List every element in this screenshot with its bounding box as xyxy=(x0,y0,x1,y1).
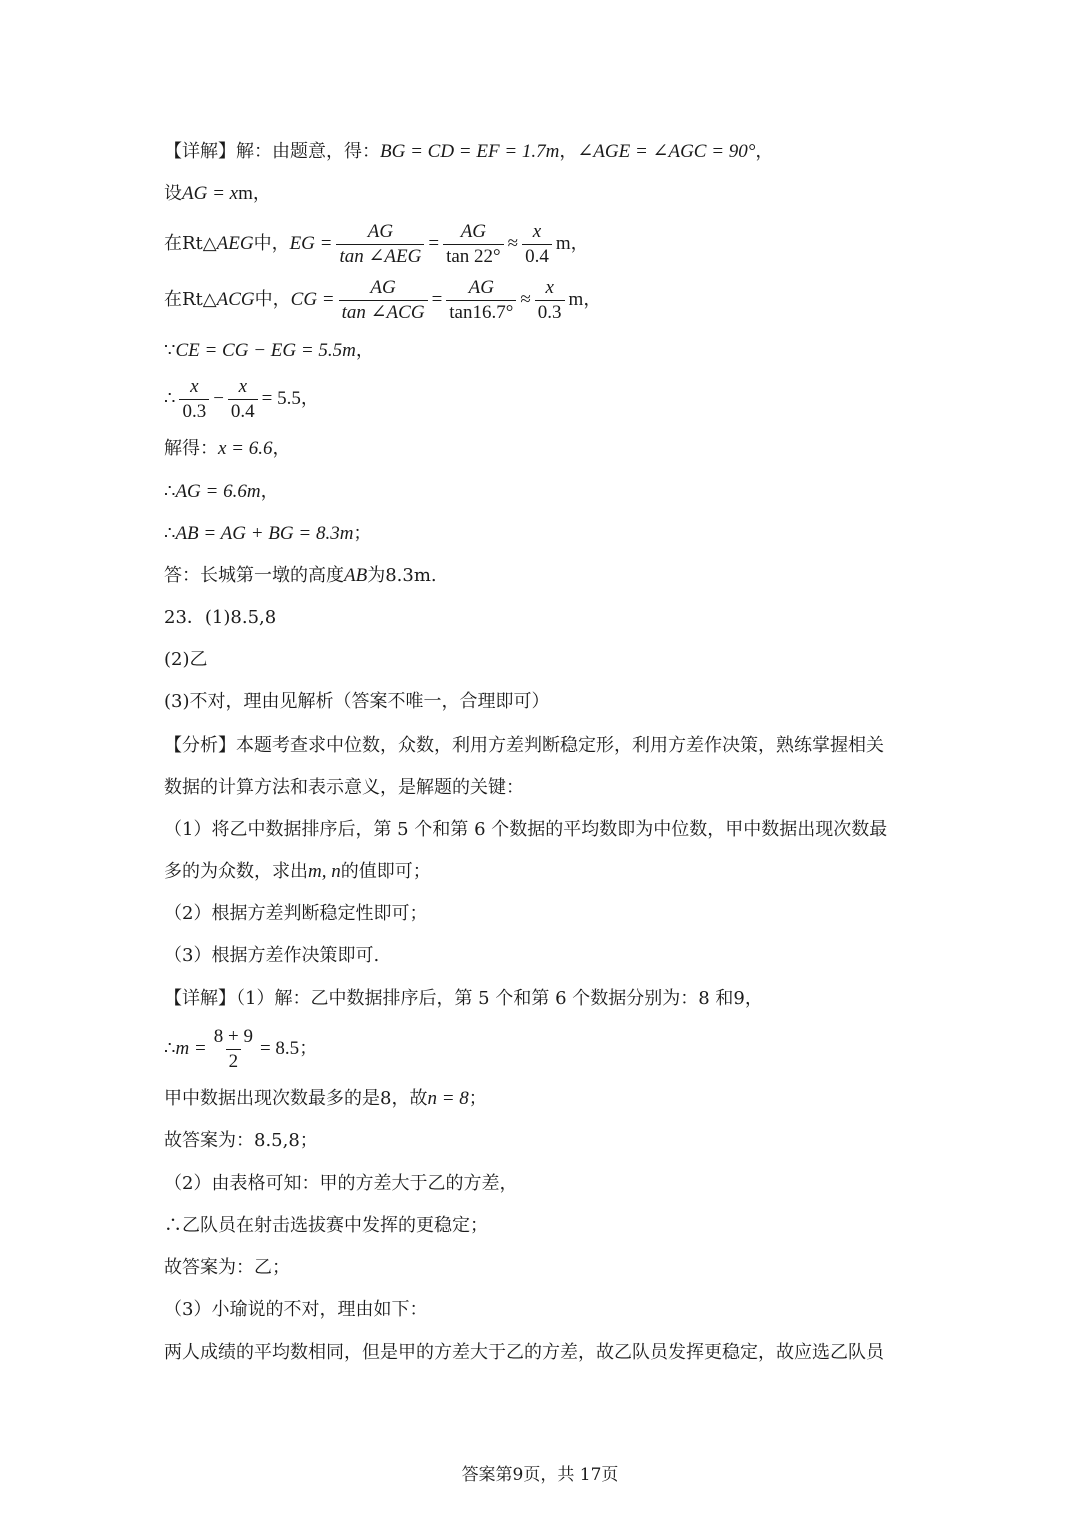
q23-part1-answer: 23．(1)8.5,8 xyxy=(164,607,277,628)
detail-q23-line-8: （3）小瑜说的不对，理由如下： xyxy=(164,1299,428,1320)
equation-ce: CE = CG − EG = 5.5m xyxy=(175,340,356,361)
denominator: tan 22° xyxy=(443,244,504,268)
equation-bg-cd-ef: BG = CD = EF = 1.7m xyxy=(380,141,560,162)
numerator: AG xyxy=(370,276,396,298)
minus-sign: − xyxy=(213,388,224,409)
detail-q23-line-2 xyxy=(164,1024,317,1074)
detail-q23-line-6: ∴乙队员在射击选拔赛中发挥的更稳定； xyxy=(164,1215,488,1236)
line-prefix: 多的为众数，求出 xyxy=(164,861,308,882)
equation-angles: ∠AGE = ∠AGC = 90° xyxy=(577,141,756,162)
analysis-line-5: （2）根据方差判断稳定性即可； xyxy=(164,903,428,924)
denominator: 2 xyxy=(226,1049,242,1073)
punctuation: ， xyxy=(755,141,774,162)
fraction xyxy=(446,277,516,324)
denominator: 0.3 xyxy=(535,300,565,324)
punctuation: ， xyxy=(272,438,291,459)
equation-ag: AG = 6.6m xyxy=(175,481,261,502)
equals-sign: = xyxy=(431,289,443,310)
equation-ab: AB = AG + BG = 8.3m xyxy=(175,523,354,544)
detail-q23-line-4: 故答案为：8.5,8； xyxy=(164,1130,318,1151)
denominator: tan ∠AEG xyxy=(336,244,424,268)
approx-sign: ≈ xyxy=(507,233,519,254)
unit: m xyxy=(238,183,253,204)
punctuation: ， xyxy=(252,183,271,204)
triangle-name: ACG xyxy=(216,289,255,310)
denominator: 0.4 xyxy=(228,399,258,423)
line-prefix: 设 xyxy=(164,183,182,204)
line-prefix: 答：长城第一墩的高度 xyxy=(164,565,344,586)
line-prefix: 在Rt△ xyxy=(164,233,217,254)
q23-part2-answer: (2)乙 xyxy=(164,649,208,670)
therefore-symbol: ∴ xyxy=(164,481,176,502)
segment-ab: AB xyxy=(344,565,368,586)
punctuation: . xyxy=(430,565,437,586)
line-mid: 中， xyxy=(253,233,290,254)
detail-heading: 【详解】解：由题意，得： xyxy=(164,141,380,162)
punctuation: ； xyxy=(353,523,372,544)
equation-set-ag: AG = x xyxy=(182,183,239,204)
unit: m xyxy=(568,289,584,310)
page-footer: 答案第9页，共 17页 xyxy=(461,1465,619,1485)
analysis-line-6: （3）根据方差作决策即可. xyxy=(164,945,380,966)
equation-lhs: m = xyxy=(175,1038,207,1059)
fraction xyxy=(211,1026,256,1073)
punctuation: ， xyxy=(583,289,602,310)
detail-q23-line-5: （2）由表格可知：甲的方差大于乙的方差， xyxy=(164,1173,518,1194)
numerator: AG xyxy=(468,276,494,298)
denominator: 0.4 xyxy=(522,244,552,268)
numerator: x xyxy=(545,276,554,298)
punctuation: ， xyxy=(570,233,589,254)
punctuation: ， xyxy=(260,481,279,502)
detail-line-1 xyxy=(164,140,773,164)
numerator: x xyxy=(532,220,542,242)
line-suffix: 的值即可； xyxy=(340,861,431,882)
denominator: 0.3 xyxy=(179,399,209,423)
line-mid: 中， xyxy=(254,289,291,310)
detail-line-7 xyxy=(164,437,291,461)
detail-line-8 xyxy=(164,480,279,504)
equation-lhs: EG = xyxy=(289,233,333,254)
therefore-symbol: ∴ xyxy=(164,523,176,544)
detail-line-5 xyxy=(164,339,374,363)
answer-value: 为8.3m xyxy=(367,565,431,586)
punctuation: ， xyxy=(355,340,374,361)
variables-mn: m, n xyxy=(308,861,341,882)
separator: ， xyxy=(559,141,578,162)
denominator: tan ∠ACG xyxy=(339,300,428,324)
equation-n: n = 8 xyxy=(427,1088,469,1109)
fraction xyxy=(535,277,565,324)
punctuation: ； xyxy=(299,1038,318,1059)
triangle-name: AEG xyxy=(216,233,254,254)
detail-q23-line-3 xyxy=(164,1087,487,1111)
answer-line xyxy=(164,564,437,588)
fraction xyxy=(522,221,552,268)
detail-q23-line-9: 两人成绩的平均数相同，但是甲的方差大于乙的方差，故乙队员发挥更稳定，故应选乙队员 xyxy=(164,1342,884,1363)
equation-rhs: = 8.5 xyxy=(259,1038,300,1059)
numerator: 8 + 9 xyxy=(213,1025,253,1047)
fraction xyxy=(336,221,424,268)
approx-sign: ≈ xyxy=(520,289,531,310)
analysis-line-1: 【分析】本题考查求中位数，众数，利用方差判断稳定形，利用方差作决策，熟练掌握相关 xyxy=(164,735,884,756)
detail-q23-line-1: 【详解】（1）解：乙中数据排序后，第 5 个和第 6 个数据分别为：8 和9， xyxy=(164,988,763,1009)
punctuation: ； xyxy=(468,1088,487,1109)
equals-sign: = xyxy=(428,233,440,254)
detail-line-3 xyxy=(164,219,589,269)
line-prefix: 解得： xyxy=(164,438,218,459)
q23-part3-answer: (3)不对，理由见解析（答案不唯一，合理即可） xyxy=(164,691,550,712)
numerator: x xyxy=(190,375,199,397)
therefore-symbol: ∴ xyxy=(164,388,176,409)
detail-q23-line-7: 故答案为：乙； xyxy=(164,1257,290,1278)
analysis-line-3: （1）将乙中数据排序后，第 5 个和第 6 个数据的平均数即为中位数，甲中数据出现次数最 xyxy=(164,819,888,840)
numerator: x xyxy=(238,375,248,397)
equation-x: x = 6.6 xyxy=(218,438,273,459)
because-symbol: ∵ xyxy=(164,340,176,361)
denominator: tan16.7° xyxy=(446,300,516,324)
fraction xyxy=(339,277,428,324)
detail-line-6 xyxy=(164,374,319,424)
detail-line-2 xyxy=(164,182,271,206)
line-prefix: 甲中数据出现次数最多的是8，故 xyxy=(164,1088,428,1109)
numerator: AG xyxy=(367,220,394,242)
detail-line-9 xyxy=(164,522,371,546)
line-prefix: 在Rt△ xyxy=(164,289,217,310)
fraction xyxy=(443,221,504,268)
equation-lhs: CG = xyxy=(290,289,335,310)
unit: m xyxy=(555,233,571,254)
analysis-line-4 xyxy=(164,860,431,884)
fraction xyxy=(228,376,258,423)
therefore-symbol: ∴ xyxy=(164,1038,176,1059)
equation-rhs: = 5.5 xyxy=(261,388,301,409)
analysis-line-2: 数据的计算方法和表示意义，是解题的关键： xyxy=(164,777,524,798)
detail-line-4 xyxy=(164,275,601,325)
fraction xyxy=(179,376,209,423)
numerator: AG xyxy=(460,220,487,242)
punctuation: ， xyxy=(300,388,319,409)
